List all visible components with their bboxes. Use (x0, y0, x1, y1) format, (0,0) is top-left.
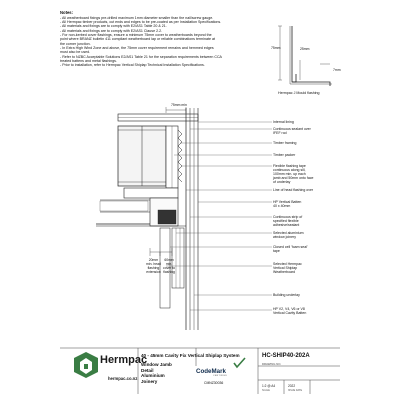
note-line: - All Hermpac timber products, cut ends and edges to be pre-coated as per Installation Specifications. (60, 20, 222, 25)
hem-flashing-profile (278, 26, 332, 86)
drawing-name-line: Detail (141, 367, 154, 373)
dim-60-value: 60mm (164, 258, 174, 262)
drawing-name-line: Window Jamb (141, 362, 172, 367)
label-line: HP Vertical Batten (273, 200, 302, 204)
notes-heading: Notes: (60, 10, 74, 15)
label-line: 100mm min. up each (273, 172, 306, 177)
dim-top-75: 75mm min (171, 103, 187, 107)
label-internal-lining: Internal lining (273, 120, 294, 124)
jamb-section (96, 107, 198, 330)
label-line: Selected aluminium (273, 231, 304, 235)
label-line: tape (273, 249, 280, 254)
label-building-underlay: Building underlay (273, 293, 300, 297)
label-line: specified flexible (273, 219, 299, 224)
codemark-logo (234, 358, 245, 367)
issue-date-caption: ISSUE DATE (288, 389, 303, 392)
dim-20-sub: extension (146, 270, 161, 274)
note-line: must also be used. (60, 50, 91, 55)
drawing-number: HC-SHIP40-202A (262, 353, 310, 359)
issue-year: 2022 (288, 384, 296, 388)
label-window-joinery (273, 231, 304, 239)
label-line: HP V2, V4, V6 or V8 (273, 307, 305, 311)
hem-caption: Hermpac J Mould flashing (278, 91, 320, 95)
drawing-name-line: Aluminium (141, 373, 165, 379)
scale-caption: SCALE (262, 389, 270, 392)
label-line: window joinery (273, 235, 296, 240)
note-line: point where BRANZ bulletin 411 compliant weatherboard lap or reliable combinations terminate at (60, 37, 215, 42)
dim-60-sub: flashing (163, 270, 175, 274)
label-line: Closed cell 'foam seal' (273, 245, 308, 249)
label-line: Vertical Shiplap (273, 266, 298, 271)
note-line: treated battens and metal flashings. (60, 58, 117, 63)
dim-20-value: 20mm (148, 258, 159, 262)
label-line: Weatherboard (273, 270, 296, 275)
drawing-name (141, 362, 172, 384)
note-line: the corner junction. (60, 41, 91, 46)
label-line: Selected Hermpac (273, 262, 302, 266)
brand-name: Hermpac (100, 354, 148, 366)
label-line: Vertical Cavity Batten (273, 311, 307, 316)
note-line: - All materials and fixings are to comply with E2/AS1 Clause 2.2. (60, 28, 163, 33)
label-line: Flexible flashing tape (273, 164, 306, 168)
label-foam-seal (273, 245, 308, 253)
label-line: Continuous sealant over (273, 127, 311, 131)
drawing-name-line: Joinery (141, 378, 158, 384)
codemark-number: CMNZ30036 (204, 381, 224, 385)
label-line: of underlay (273, 180, 291, 185)
label-line: 40 x 40mm (273, 204, 291, 209)
drawing-number-caption: DRAWING NO. (262, 362, 282, 366)
label-cavity-batten (273, 307, 306, 315)
hem-dim-25: 25mm (300, 47, 310, 51)
label-adhesive-strip (273, 215, 302, 227)
label-line: IFEF rod (273, 131, 287, 136)
hem-dim-7: 7mm (333, 68, 341, 72)
label-sealant (273, 127, 311, 135)
label-vertical-batten (273, 200, 301, 208)
dim-60 (163, 258, 175, 274)
scale-value: 1:2 @ A4 (262, 384, 276, 388)
hermpac-logo (74, 352, 98, 378)
label-timber-packer: Timber packer (273, 153, 296, 157)
note-line: - In Extra High Wind Zone and above, the 75mm cover requirement remains and hemmed edges (60, 45, 214, 50)
codemark-wordmark: CodeMark (196, 368, 226, 375)
note-line: - All weatherboard fixings pre-drilled maximum 1mm diameter smaller than the nail/screw gauge. (60, 15, 214, 20)
label-head-flashing: Line of head flashing over (273, 188, 314, 192)
label-shiplap (273, 262, 302, 274)
dim-20-sub: min. head (146, 262, 161, 266)
dim-60-sub: min. (165, 262, 173, 266)
label-flexible-flashing (273, 164, 313, 184)
brand-website[interactable]: hermpac.co.nz (108, 376, 138, 381)
label-line: continuous along sill, (273, 168, 306, 173)
note-line: - All materials and fixings are to comply with E2/AS1 Table 20 & 21. (60, 24, 167, 29)
label-line: Continuous strip of (273, 215, 303, 219)
drawing-title: 40 - 45mm Cavity Fix Vertical Shiplap System (141, 353, 240, 358)
dim-20 (146, 258, 161, 274)
dim-60-sub: cover to (163, 266, 176, 270)
label-timber-framing: Timber framing (273, 141, 297, 145)
codemark-certified: CERTIFIED (213, 375, 228, 377)
note-line: - Refer to NZBC Acceptable Solutions E2/AS1 Table 21 for the separation requirements between CCA (60, 54, 222, 59)
label-line: jamb and 50mm onto face (273, 176, 314, 181)
note-line: - Prior to installation, refer to Hermpac Vertical Shiplap Technical Installation Specifications. (60, 63, 205, 68)
dim-20-sub: flashing (147, 266, 160, 270)
note-line: - For non-kerbed cover flashings, ensure a minimum 75mm cover to weatherboards beyond the (60, 33, 212, 38)
label-line: adhesive/sealant (273, 223, 300, 228)
hem-dim-75: 75mm (271, 46, 281, 50)
